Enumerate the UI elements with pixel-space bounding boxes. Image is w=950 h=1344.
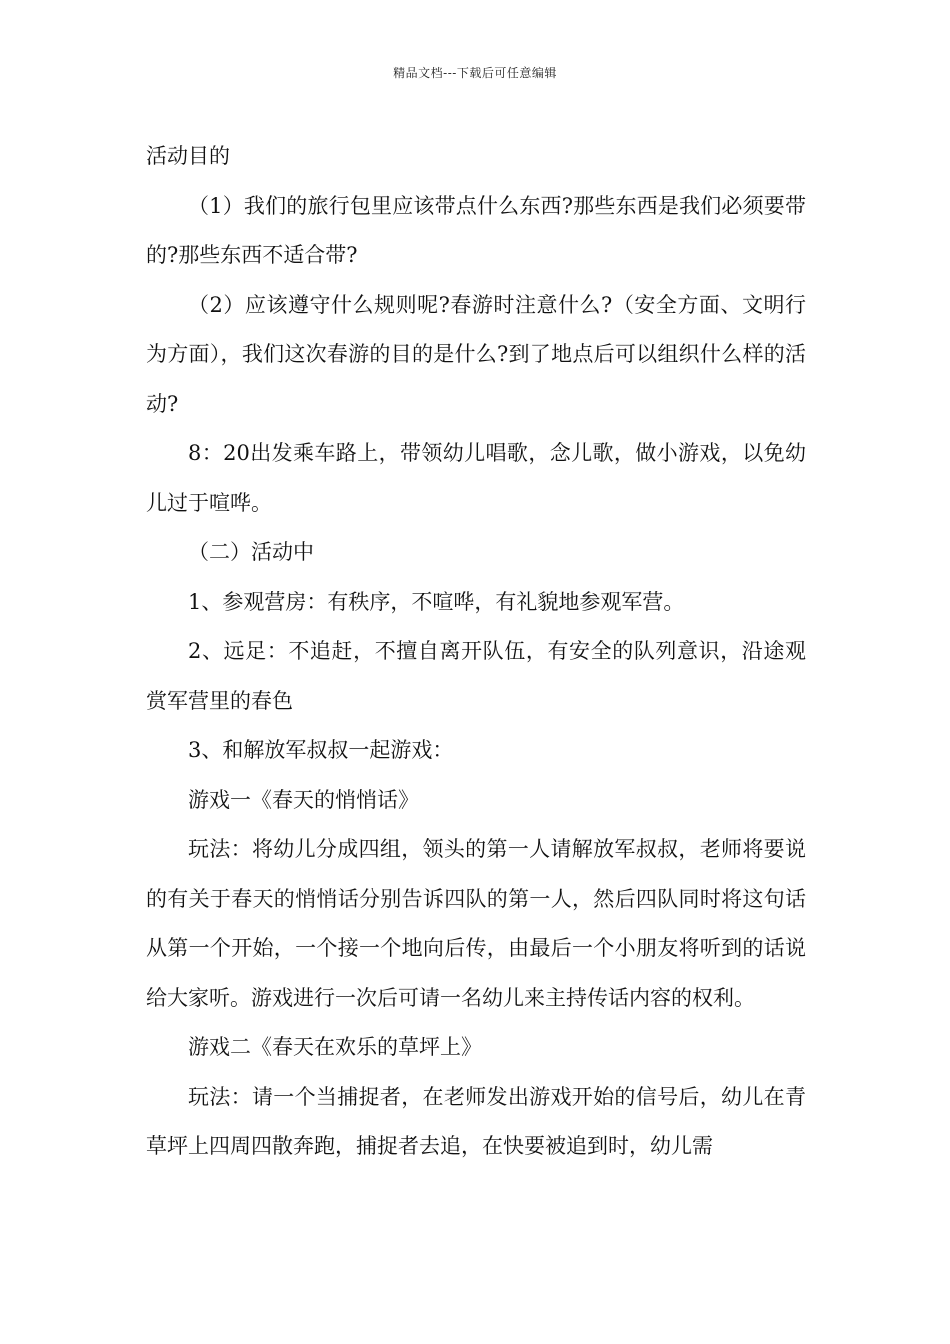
paragraph: （1）我们的旅行包里应该带点什么东西?那些东西是我们必须要带的?那些东西不适合带?: [146, 193, 806, 267]
paragraph: 玩法：将幼儿分成四组，领头的第一人请解放军叔叔，老师将要说的有关于春天的悄悄话分别告诉四队的第一人，然后四队同时将这句话从第一个开始，一个接一个地向后传，由最后一个小朋友将听到的话说给大家听。游戏进行一次后可请一名幼儿来主持传话内容的权利。: [146, 837, 806, 1010]
game-title: 游戏一《春天的悄悄话》: [188, 787, 419, 812]
game-title: 游戏二《春天在欢乐的草坪上》: [188, 1035, 482, 1059]
paragraph: （2）应该遵守什么规则呢?春游时注意什么?（安全方面、文明行为方面），我们这次春游的目的是什么?到了地点后可以组织什么样的活动?: [146, 292, 806, 416]
page-header: 精品文档---下载后可任意编辑: [393, 66, 557, 80]
paragraph: 2、远足：不追赶，不擅自离开队伍，有安全的队列意识，沿途观赏军营里的春色: [146, 639, 806, 713]
section-heading: 活动目的: [146, 144, 230, 168]
subsection-heading: （二）活动中: [188, 540, 314, 564]
document-body: [146, 132, 806, 1172]
paragraph: 8：20出发乘车路上，带领幼儿唱歌，念儿歌，做小游戏，以免幼儿过于喧哗。: [146, 441, 806, 515]
paragraph: 3、和解放军叔叔一起游戏：: [188, 738, 454, 762]
paragraph: 1、参观营房：有秩序，不喧哗，有礼貌地参观军营。: [188, 589, 685, 614]
paragraph: 玩法：请一个当捕捉者，在老师发出游戏开始的信号后，幼儿在青草坪上四周四散奔跑，捕捉者去追，在快要被追到时，幼儿需: [146, 1084, 806, 1158]
